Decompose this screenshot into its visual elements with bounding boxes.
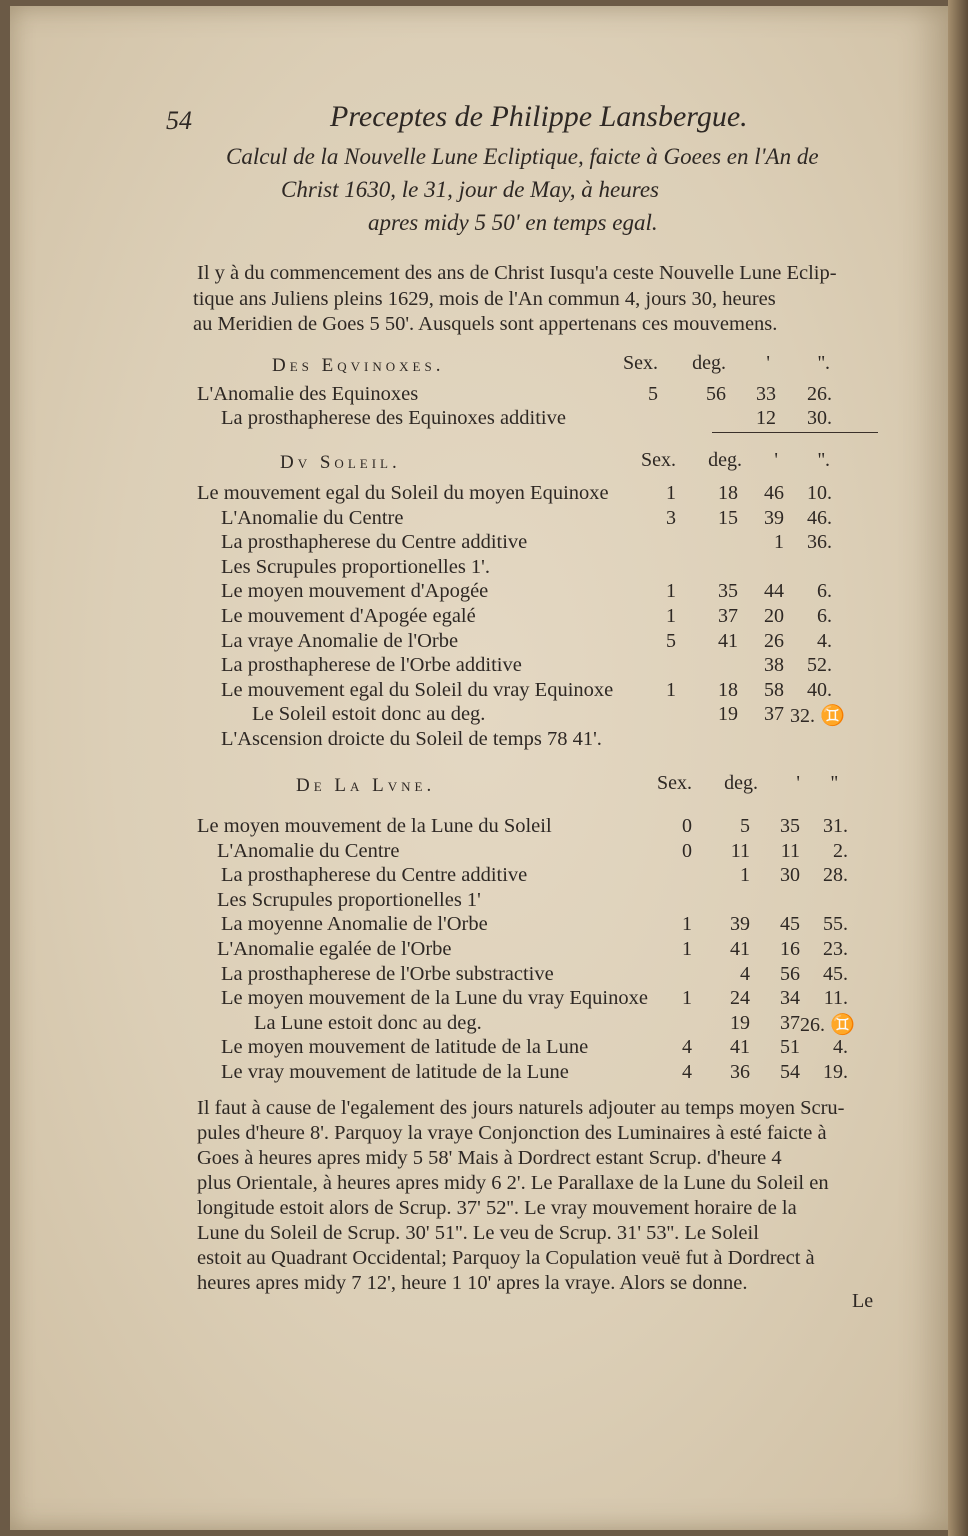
table-row-label: Le moyen mouvement de la Lune du Soleil xyxy=(197,815,552,837)
table-cell: 39 xyxy=(730,913,750,936)
table-cell: 4 xyxy=(740,962,750,985)
table-cell: 1 xyxy=(682,987,692,1010)
col-header: deg. xyxy=(692,352,726,374)
table-row-label: Le mouvement egal du Soleil du vray Equinoxe xyxy=(221,678,614,701)
table-cell: 56 xyxy=(780,962,800,985)
table-cell: 0 xyxy=(682,839,692,862)
running-title: Preceptes de Philippe Lansbergue. xyxy=(330,100,748,133)
col-header: ''. xyxy=(817,449,830,471)
table-cell: 54 xyxy=(780,1061,800,1083)
col-header: Sex. xyxy=(641,449,676,471)
table-cell: 30. xyxy=(807,407,832,429)
table-cell: 0 xyxy=(682,815,692,837)
table-row-label: L'Anomalie des Equinoxes xyxy=(197,383,419,405)
closing-line: heures apres midy 7 12', heure 1 10' apres la vraye. Alors se donne. xyxy=(197,1272,748,1294)
table-cell: 31. xyxy=(823,815,848,837)
table-row-label: La prosthapherese des Equinoxes additive xyxy=(221,407,566,429)
table-cell: 5 xyxy=(648,383,658,405)
closing-line: Lune du Soleil de Scrup. 30' 51''. Le veu de Scrup. 31' 53''. Le Soleil xyxy=(197,1222,759,1244)
table-cell: 38 xyxy=(764,654,784,677)
table-row-label: La prosthapherese de l'Orbe substractive xyxy=(221,962,554,985)
table-cell: 1 xyxy=(682,913,692,936)
table-row-label: L'Anomalie du Centre xyxy=(221,506,404,529)
col-header: ' xyxy=(766,352,770,374)
table-row-label: Les Scrupules proportionelles 1' xyxy=(217,888,481,911)
table-cell: 3 xyxy=(666,506,676,529)
col-header: Sex. xyxy=(657,772,692,794)
table-cell: 51 xyxy=(780,1036,800,1059)
table-row-label: L'Anomalie egalée de l'Orbe xyxy=(217,938,452,960)
table-cell: 11. xyxy=(823,987,848,1010)
table-cell: 5 xyxy=(666,629,676,652)
table-cell: 5 xyxy=(740,815,750,837)
table-cell: 34 xyxy=(780,987,800,1010)
table-cell: 39 xyxy=(764,506,784,529)
table-cell: 32. ♊ xyxy=(790,705,845,728)
table-cell: 26. ♊ xyxy=(800,1013,855,1036)
catchword: Le xyxy=(852,1290,874,1312)
table-cell: 45 xyxy=(780,913,800,936)
section-heading-equinoxes: Des Eqvinoxes. xyxy=(272,355,445,376)
table-cell: 58 xyxy=(764,678,784,701)
book-edge xyxy=(948,0,968,1536)
table-cell: 28. xyxy=(823,864,848,887)
closing-line: Il faut à cause de l'egalement des jours naturels adjouter au temps moyen Scru- xyxy=(197,1097,845,1119)
table-cell: 30 xyxy=(780,864,800,887)
table-cell: 23. xyxy=(823,938,848,960)
table-cell: 35 xyxy=(780,815,800,837)
table-cell: 6. xyxy=(817,580,832,603)
col-header: ''. xyxy=(817,352,830,374)
section-heading-lune: De La Lvne. xyxy=(296,775,436,796)
closing-line: plus Orientale, à heures apres midy 6 2'. Le Parallaxe de la Lune du Soleil en xyxy=(197,1172,829,1194)
intro-line: tique ans Juliens pleins 1629, mois de l'An commun 4, jours 30, heures xyxy=(193,288,776,310)
table-cell: 37 xyxy=(780,1011,800,1034)
table-cell: 16 xyxy=(780,938,800,960)
table-cell: 40. xyxy=(807,678,832,701)
table-cell: 45. xyxy=(823,962,848,985)
table-cell: 19 xyxy=(718,703,738,726)
table-cell: 36 xyxy=(730,1061,750,1083)
table-cell: 6. xyxy=(817,605,832,627)
table-cell: 37 xyxy=(718,605,738,627)
table-cell: 11 xyxy=(780,839,800,862)
table-cell: 37 xyxy=(764,703,784,726)
table-cell: 18 xyxy=(718,678,738,701)
col-header: deg. xyxy=(708,449,742,471)
table-cell: 1 xyxy=(666,678,676,701)
table-row-label: Le moyen mouvement d'Apogée xyxy=(221,580,489,603)
intro-line: Il y à du commencement des ans de Christ Iusqu'a ceste Nouvelle Lune Eclip- xyxy=(197,262,837,284)
table-cell: 1 xyxy=(666,580,676,603)
table-cell: 26. xyxy=(807,383,832,405)
col-header: deg. xyxy=(724,772,758,794)
table-cell: 12 xyxy=(756,407,776,429)
table-row-label: La prosthapherese du Centre additive xyxy=(221,531,528,554)
table-row-label: L'Ascension droicte du Soleil de temps 78 41'. xyxy=(221,728,602,750)
table-cell: 56 xyxy=(706,383,726,405)
table-cell: 44 xyxy=(764,580,784,603)
table-cell: 20 xyxy=(764,605,784,627)
table-cell: 46. xyxy=(807,506,832,529)
table-cell: 1 xyxy=(682,938,692,960)
page-number: 54 xyxy=(166,106,192,135)
intro-line: au Meridien de Goes 5 50'. Ausquels sont appertenans ces mouvemens. xyxy=(193,313,778,335)
table-cell: 55. xyxy=(823,913,848,936)
table-cell: 1 xyxy=(740,864,750,887)
table-row-label: Le vray mouvement de latitude de la Lune xyxy=(221,1061,569,1083)
table-row-label: Les Scrupules proportionelles 1'. xyxy=(221,555,491,578)
title-line-1: Calcul de la Nouvelle Lune Ecliptique, faicte à Goees en l'An de xyxy=(226,144,819,169)
table-cell: 2. xyxy=(833,839,848,862)
closing-line: Goes à heures apres midy 5 58' Mais à Dordrect estant Scrup. d'heure 4 xyxy=(197,1147,782,1169)
table-row-label: Le mouvement egal du Soleil du moyen Equinoxe xyxy=(197,482,609,504)
table-cell: 41 xyxy=(730,938,750,960)
table-cell: 41 xyxy=(730,1036,750,1059)
table-cell: 35 xyxy=(718,580,738,603)
section-heading-soleil: Dv Soleil. xyxy=(280,452,401,473)
table-cell: 4. xyxy=(833,1036,848,1059)
table-row-label: Le Soleil estoit donc au deg. xyxy=(252,703,486,726)
closing-line: estoit au Quadrant Occidental; Parquoy la Copulation veuë fut à Dordrect à xyxy=(197,1247,815,1269)
table-row-label: La moyenne Anomalie de l'Orbe xyxy=(221,913,488,936)
col-header: Sex. xyxy=(623,352,658,374)
table-cell: 19 xyxy=(730,1011,750,1034)
table-cell: 4 xyxy=(682,1036,692,1059)
table-cell: 46 xyxy=(764,482,784,504)
table-row-label: Le moyen mouvement de la Lune du vray Equinoxe xyxy=(221,987,648,1010)
table-row-label: La prosthapherese de l'Orbe additive xyxy=(221,654,522,677)
col-header: ' xyxy=(796,772,800,794)
table-cell: 19. xyxy=(823,1061,848,1083)
table-cell: 33 xyxy=(756,383,776,405)
table-cell: 52. xyxy=(807,654,832,677)
col-header: ' xyxy=(774,449,778,471)
sum-rule xyxy=(712,432,878,433)
table-row-label: Le moyen mouvement de latitude de la Lune xyxy=(221,1036,589,1059)
title-line-3: apres midy 5 50' en temps egal. xyxy=(368,210,658,235)
table-cell: 4. xyxy=(817,629,832,652)
table-cell: 41 xyxy=(718,629,738,652)
table-cell: 15 xyxy=(718,506,738,529)
table-cell: 18 xyxy=(718,482,738,504)
closing-line: pules d'heure 8'. Parquoy la vraye Conjonction des Luminaires à esté faicte à xyxy=(197,1122,827,1144)
table-cell: 10. xyxy=(807,482,832,504)
closing-line: longitude estoit alors de Scrup. 37' 52''. Le vray mouvement horaire de la xyxy=(197,1197,797,1219)
table-cell: 24 xyxy=(730,987,750,1010)
table-cell: 4 xyxy=(682,1061,692,1083)
col-header: '' xyxy=(830,772,838,794)
table-cell: 1 xyxy=(774,531,784,554)
table-row-label: Le mouvement d'Apogée egalé xyxy=(221,605,476,627)
title-line-2: Christ 1630, le 31, jour de May, à heures xyxy=(281,177,659,202)
table-cell: 1 xyxy=(666,482,676,504)
table-row-label: La prosthapherese du Centre additive xyxy=(221,864,528,887)
table-row-label: La vraye Anomalie de l'Orbe xyxy=(221,629,459,652)
table-cell: 26 xyxy=(764,629,784,652)
table-row-label: L'Anomalie du Centre xyxy=(217,839,400,862)
table-cell: 36. xyxy=(807,531,832,554)
table-cell: 11 xyxy=(730,839,750,862)
table-row-label: La Lune estoit donc au deg. xyxy=(254,1011,482,1034)
table-cell: 1 xyxy=(666,605,676,627)
